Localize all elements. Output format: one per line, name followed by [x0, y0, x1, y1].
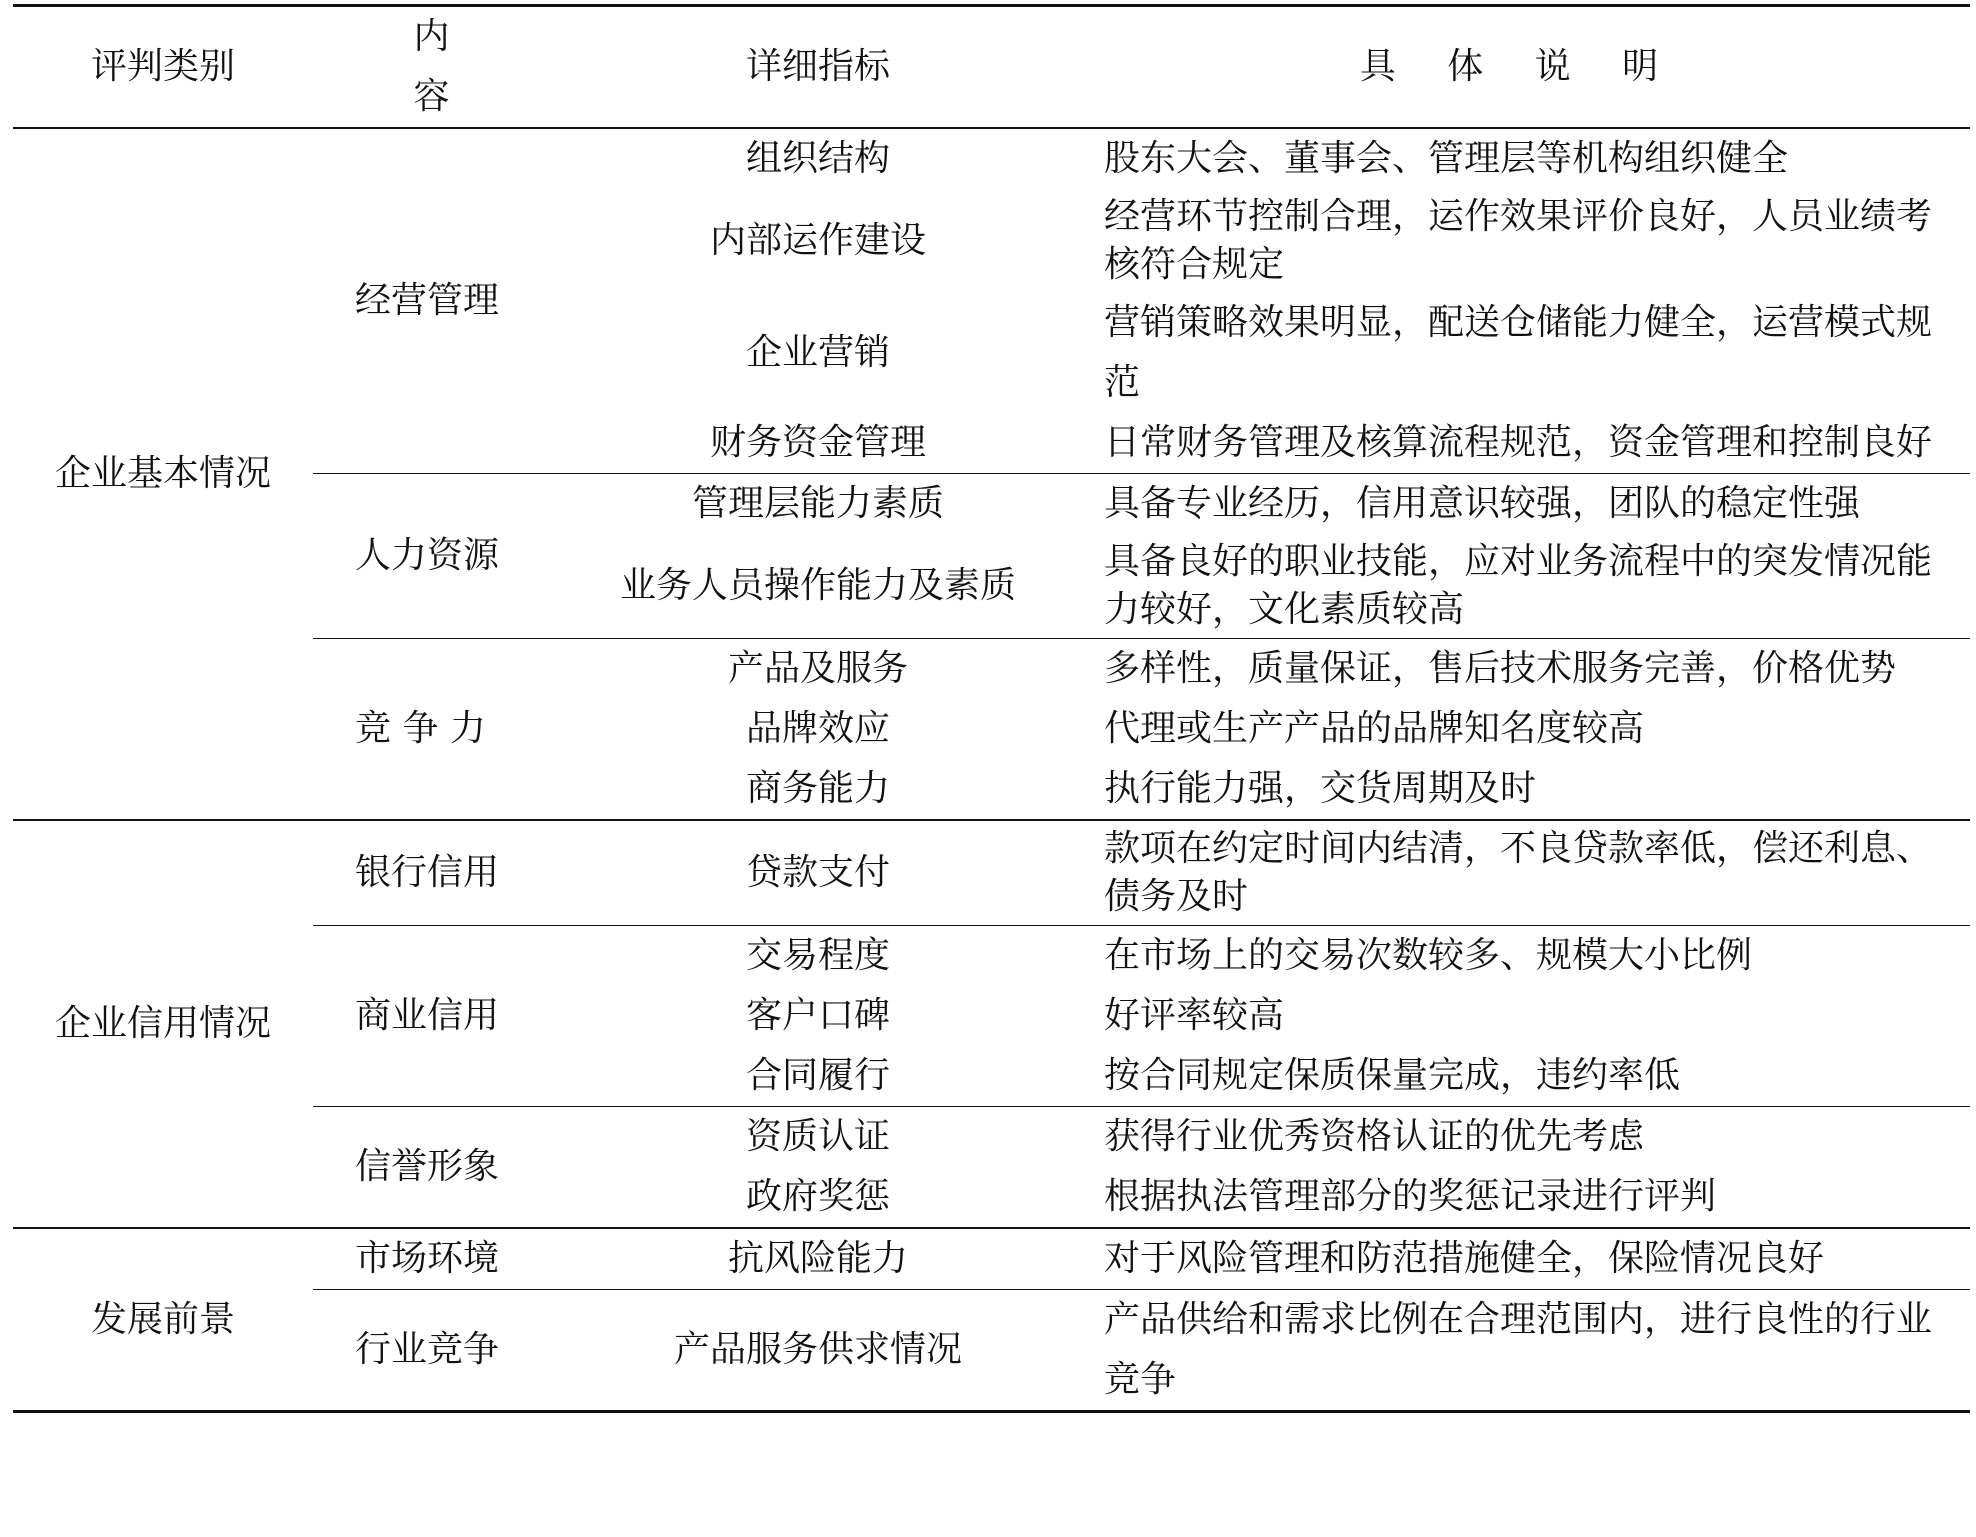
indicator-cell: 合同履行 — [745, 1055, 890, 1096]
indicator-cell: 品牌效应 — [745, 708, 890, 749]
description-cell: 多样性，质量保证，售后技术服务完善，价格优势 — [1068, 639, 1970, 700]
content-cell: 人力资源 — [313, 474, 568, 639]
indicator-cell: 财务资金管理 — [709, 422, 926, 463]
category-cell: 企业基本情况 — [54, 453, 271, 494]
description-cell: 股东大会、董事会、管理层等机构组织健全 — [1104, 138, 1789, 179]
description-cell: 产品供给和需求比例在合理范围内，进行良性的行业竞争 — [1068, 1290, 1970, 1412]
table-row — [13, 820, 1970, 926]
indicator-cell: 政府奖惩 — [745, 1176, 890, 1217]
table-header — [13, 6, 1970, 129]
indicator-cell: 业务人员操作能力及素质 — [619, 565, 1016, 606]
description-cell: 具备良好的职业技能，应对业务流程中的突发情况能力较好，文化素质较高 — [1104, 541, 1933, 630]
description-cell: 经营环节控制合理，运作效果评价良好，人员业绩考核符合规定 — [1104, 196, 1933, 285]
content-cell: 竞 争 力 — [313, 639, 568, 821]
category-cell: 企业信用情况 — [13, 820, 313, 1228]
description-cell: 对于风险管理和防范措施健全，保险情况良好 — [1068, 1228, 1970, 1290]
indicator-cell: 贷款支付 — [568, 820, 1068, 926]
indicator-cell: 企业营销 — [745, 332, 890, 373]
table-row — [13, 1228, 1970, 1290]
indicator-cell: 管理层能力素质 — [568, 474, 1068, 535]
indicator-cell: 客户口碑 — [745, 995, 890, 1036]
description-cell: 具备专业经历，信用意识较强，团队的稳定性强 — [1068, 474, 1970, 535]
category-cell: 发展前景 — [13, 1228, 313, 1412]
description-cell: 根据执法管理部分的奖惩记录进行评判 — [1104, 1176, 1717, 1217]
content-cell: 市场环境 — [313, 1228, 568, 1290]
description-cell: 好评率较高 — [1104, 995, 1285, 1036]
indicator-cell: 组织结构 — [745, 138, 890, 179]
header-description: 具 体 说 明 — [1068, 6, 1970, 129]
table-body — [13, 128, 1970, 1412]
indicator-cell: 抗风险能力 — [568, 1228, 1068, 1290]
content-cell: 经营管理 — [355, 280, 500, 321]
description-cell: 营销策略效果明显，配送仓储能力健全，运营模式规范 — [1104, 302, 1933, 403]
content-cell: 银行信用 — [313, 820, 568, 926]
header-indicator: 详细指标 — [568, 6, 1068, 129]
indicator-cell: 商务能力 — [745, 768, 890, 809]
content-cell: 商业信用 — [313, 926, 568, 1107]
description-cell: 在市场上的交易次数较多、规模大小比例 — [1068, 926, 1970, 987]
indicator-cell: 资质认证 — [568, 1107, 1068, 1168]
indicator-cell: 产品及服务 — [568, 639, 1068, 700]
evaluation-table — [13, 4, 1970, 1413]
content-cell: 信誉形象 — [313, 1107, 568, 1229]
indicator-cell: 交易程度 — [568, 926, 1068, 987]
indicator-cell: 内部运作建设 — [709, 220, 926, 261]
content-cell: 行业竞争 — [313, 1290, 568, 1412]
header-content: 内 容 — [313, 6, 568, 129]
description-cell: 款项在约定时间内结清，不良贷款率低，偿还利息、债务及时 — [1068, 820, 1970, 926]
indicator-cell: 产品服务供求情况 — [568, 1290, 1068, 1412]
table-row — [13, 128, 1970, 189]
description-cell: 代理或生产产品的品牌知名度较高 — [1104, 708, 1645, 749]
description-cell: 执行能力强，交货周期及时 — [1104, 768, 1537, 809]
description-cell: 日常财务管理及核算流程规范，资金管理和控制良好 — [1104, 422, 1933, 463]
description-cell: 获得行业优秀资格认证的优先考虑 — [1068, 1107, 1970, 1168]
description-cell: 按合同规定保质保量完成，违约率低 — [1104, 1055, 1681, 1096]
header-category: 评判类别 — [13, 6, 313, 129]
